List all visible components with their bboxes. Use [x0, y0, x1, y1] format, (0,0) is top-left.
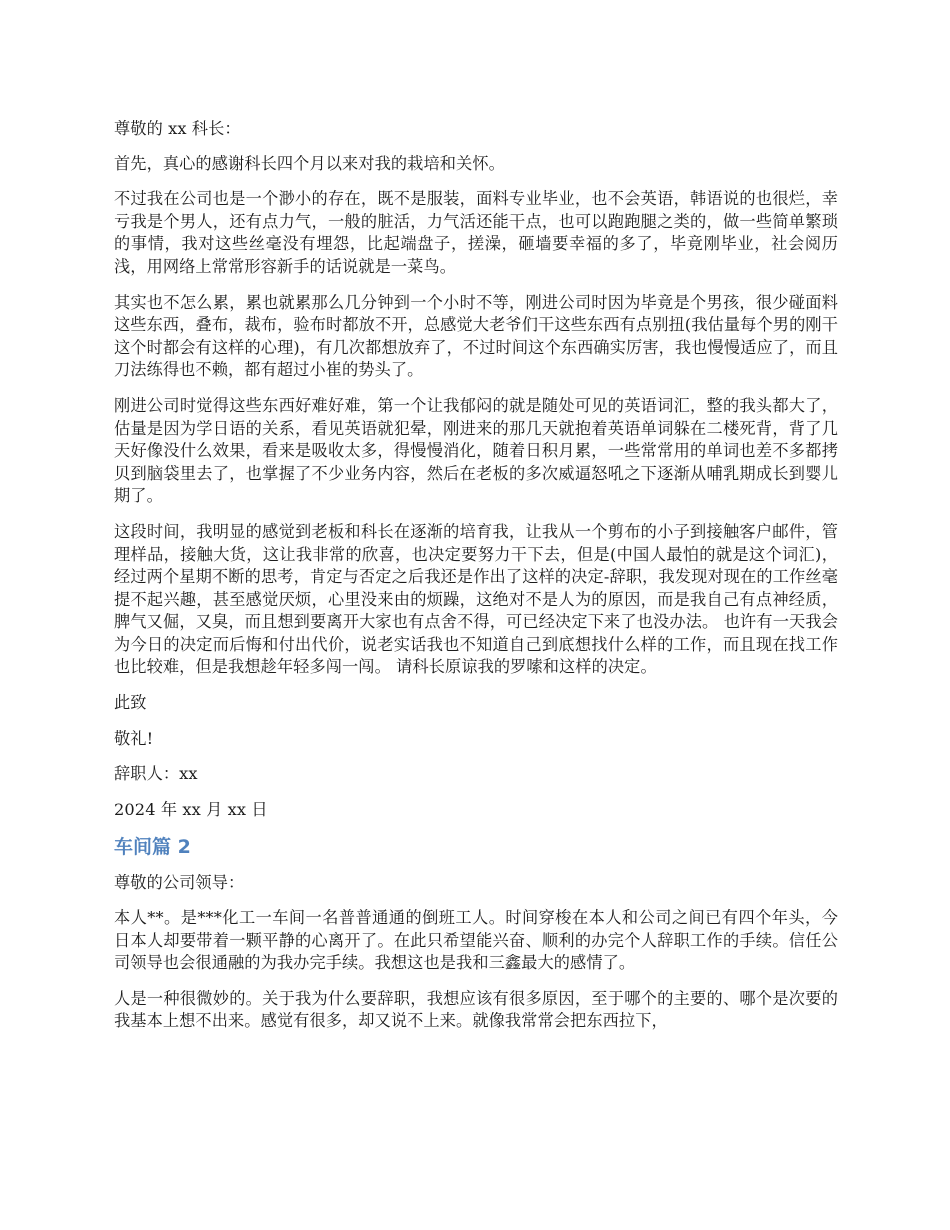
- letter1-paragraph-1: 首先，真心的感谢科长四个月以来对我的栽培和关怀。: [114, 153, 505, 173]
- letter1-salutation: 尊敬的 xx 科长：: [114, 119, 241, 138]
- letter1-date: 2024 年 xx 月 xx 日: [114, 799, 268, 819]
- letter1-paragraph-5: 这段时间，我明显的感觉到老板和科长在逐渐的培育我，让我从一个剪布的小子到接触客户邮件，管理样品，接触大货，这让我非常的欣喜，也决定要努力干下去，但是(中国人最怕的就是这个词汇)，经过两个星期不断的思考，肯定与否定之后我还是作出了这样的决定-辞职，我发现对现在的工作丝毫提不起兴趣，甚至感觉厌烦，心里没来由的烦躁，这绝对不是人为的原因，而是我自己有点神经质，脾气又倔，又臭，而且想到要离开大家也有点舍不得，可已经决定下来了也没办法。 也许有一天我会为今日的决定而后悔和付出代价，说老实话我也不知道自己到底想找什么样的工作，而且现在找工作也比较难，但是我想趁年轻多闯一闯。 请科长原谅我的罗嗦和这样的决定。: [114, 521, 838, 677]
- document-page: [114, 118, 838, 1046]
- letter1-closing-1: 此致: [114, 693, 147, 713]
- section2-heading: 车间篇 2: [114, 836, 191, 859]
- section2-salutation: 尊敬的公司领导：: [114, 873, 245, 893]
- letter1-paragraph-2: 不过我在公司也是一个渺小的存在，既不是服装，面料专业毕业，也不会英语，韩语说的也很烂，幸亏我是个男人，还有点力气，一般的脏活，力气活还能干点，也可以跑跑腿之类的，做一些简单繁琐的事情，我对这些丝毫没有埋怨，比起端盘子，搓澡，砸墙要幸福的多了，毕竟刚毕业，社会阅历浅，用网络上常常形容新手的话说就是一菜鸟。: [114, 189, 838, 276]
- letter1-signer: 辞职人：xx: [114, 764, 198, 784]
- letter1-closing-2: 敬礼!: [114, 728, 154, 748]
- section2-paragraph-1: 本人**。是***化工一车间一名普普通通的倒班工人。时间穿梭在本人和公司之间已有四个年头，今日本人却要带着一颗平静的心离开了。在此只希望能兴奋、顺利的办完个人辞职工作的手续。信任公司领导也会很通融的为我办完手续。我想这也是我和三鑫最大的感情了。: [114, 908, 838, 973]
- letter1-paragraph-3: 其实也不怎么累，累也就累那么几分钟到一个小时不等，刚进公司时因为毕竟是个男孩，很少碰面料这些东西，叠布，裁布，验布时都放不开，总感觉大老爷们干这些东西有点别扭(我估量每个男的刚干这个时都会有这样的心理)，有几次都想放弃了，不过时间这个东西确实厉害，我也慢慢适应了，而且刀法练得也不赖，都有超过小崔的势头了。: [114, 292, 838, 380]
- letter1-paragraph-4: 刚进公司时觉得这些东西好难好难，第一个让我郁闷的就是随处可见的英语词汇，整的我头都大了，估量是因为学日语的关系，看见英语就犯晕，刚进来的那几天就抱着英语单词躲在二楼死背，背了几天好像没什么效果，看来是吸收太多，得慢慢消化，随着日积月累，一些常常用的单词也差不多都拷贝到脑袋里去了，也掌握了不少业务内容，然后在老板的多次威逼怒吼之下逐渐从哺乳期成长到婴儿期了。: [114, 395, 838, 506]
- section2-paragraph-2: 人是一种很微妙的。关于我为什么要辞职，我想应该有很多原因，至于哪个的主要的、哪个是次要的我基本上想不出来。感觉有很多，却又说不上来。就像我常常会把东西拉下，: [114, 988, 838, 1031]
